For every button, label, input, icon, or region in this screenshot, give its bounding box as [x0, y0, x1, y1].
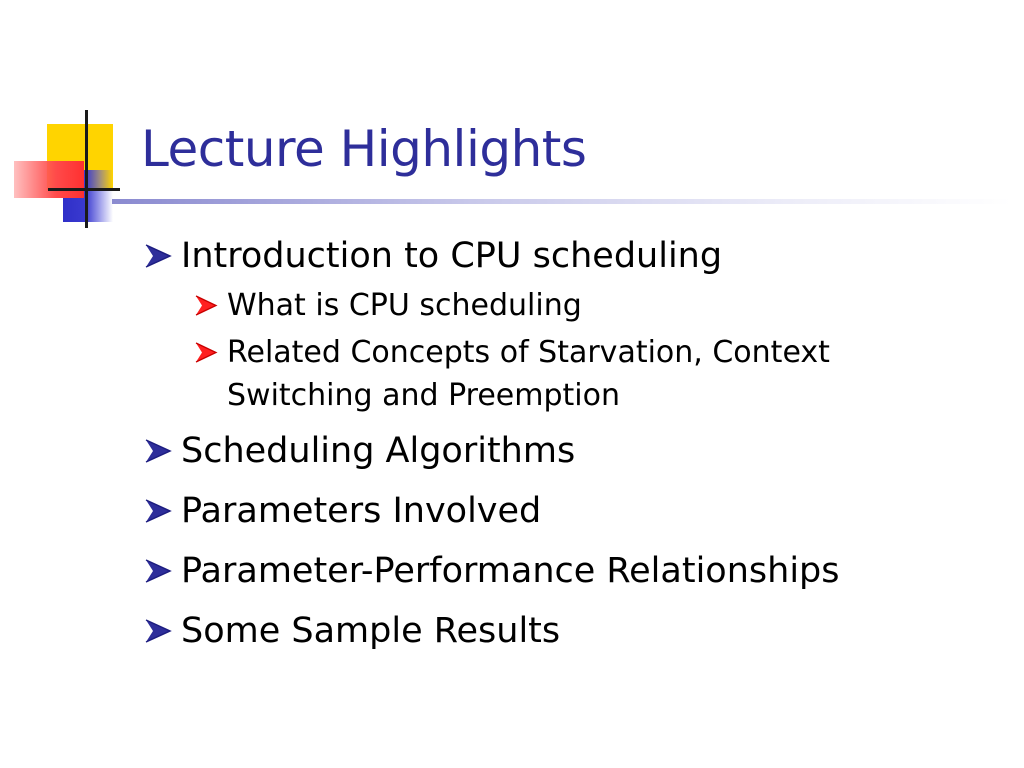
sub-bullet-text: What is CPU scheduling [227, 288, 582, 323]
bullet-text: Parameter-Performance Relationships [181, 551, 840, 591]
arrow-bullet-icon [143, 607, 181, 655]
title-underline [112, 199, 1012, 204]
arrow-bullet-icon [143, 427, 181, 475]
bullet-item [143, 607, 1003, 655]
arrow-bullet-icon [193, 331, 227, 374]
sub-bullet-item [193, 331, 1003, 417]
sub-bullet-item [193, 284, 1003, 327]
deco-horizontal-line [48, 188, 120, 191]
bullet-item [143, 232, 1003, 280]
bullet-text: Introduction to CPU scheduling [181, 236, 723, 276]
bullet-item [143, 547, 1003, 595]
arrow-bullet-icon [143, 232, 181, 280]
arrow-bullet-icon [143, 487, 181, 535]
bullet-text: Parameters Involved [181, 491, 542, 531]
slide-title: Lecture Highlights [141, 120, 587, 178]
bullet-list [143, 232, 1003, 667]
bullet-item [143, 487, 1003, 535]
sub-bullet-list [143, 284, 1003, 417]
arrow-bullet-icon [143, 547, 181, 595]
bullet-text: Scheduling Algorithms [181, 431, 576, 471]
sub-bullet-text: Related Concepts of Starvation, Context Switching and Preemption [227, 335, 830, 413]
bullet-item [143, 427, 1003, 475]
bullet-text: Some Sample Results [181, 611, 561, 651]
deco-red-bar [14, 161, 84, 198]
arrow-bullet-icon [193, 284, 227, 327]
deco-vertical-line [85, 110, 88, 228]
